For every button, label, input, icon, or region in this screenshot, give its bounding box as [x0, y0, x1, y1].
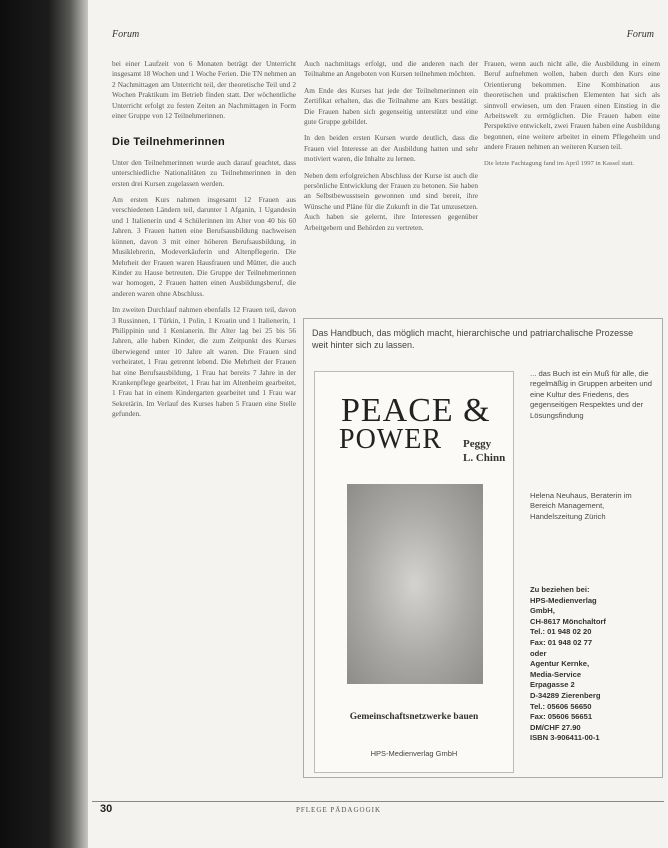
cover-title-line-2: POWER	[339, 424, 442, 455]
ad-headline: Das Handbuch, das möglich macht, hierarchische und patriarchalische Prozesse weit hinter sich zu lassen.	[312, 328, 634, 350]
order-line: ISBN 3-906411-00-1	[530, 733, 600, 743]
column-1	[112, 59, 296, 426]
book-gutter-shadow	[0, 0, 88, 848]
column-2	[304, 59, 478, 239]
col2-paragraph-4: Neben dem erfolgreichen Abschluss der Kurse ist auch die persönliche Entwicklung der Frauen zu betonen. Sie haben an Selbstbewusstsein gewonnen und sind bereit, ihre Wünsche und Pläne für die Zukunft in die Tat umzusetzen. Auch haben sie gelernt, ihre Interessen gegenüber Arbeitgebern und Behörden zu vertreten.	[304, 170, 478, 232]
order-line: Tel.: 01 948 02 20	[530, 627, 592, 637]
ad-quote-author: Helena Neuhaus, Beraterin im Bereich Management, Handelszeitung Zürich	[530, 491, 632, 521]
footer-magazine-name: PFLEGE PÄDAGOGIK	[296, 806, 382, 814]
col2-paragraph-2: Am Ende des Kurses hat jede der Teilnehmerinnen ein Zertifikat erhalten, das die Teilnahme am Kurs bestätigt. Die Frauen haben sich gegenseitig unterstützt und eine gute Gruppe gebildet.	[304, 85, 478, 127]
order-line: Erpagasse 2	[530, 680, 575, 690]
col2-paragraph-3: In den beiden ersten Kursen wurde deutlich, dass die Frauen viel Interesse an der Ausbildung hatten und sehr motiviert waren, die Inhalte zu lernen.	[304, 133, 478, 164]
order-line: GmbH,	[530, 606, 555, 616]
order-line: Media-Service	[530, 669, 582, 679]
cover-author-first: Peggy	[463, 438, 492, 450]
section-heading: Die Teilnehmerinnen	[112, 136, 226, 149]
col1-paragraph-2: Unter den Teilnehmerinnen wurde auch darauf geachtet, dass unterschiedliche Nationalitäten zu Teilnehmerinnen in den ersten drei Kursen zugelassen werden.	[112, 157, 296, 188]
col1-paragraph-1: bei einer Laufzeit von 6 Monaten beträgt der Unterricht insgesamt 18 Wochen und 1 Woche Ferien. Die TN nehmen an 2 Nachmittagen am Unterricht teil, der theoretische Teil und 2 Wochen Praktikum im Betrieb finden statt. Der wöchentliche Unterricht erfolgt zu festen Zeiten an Nachmittagen in Form einer Gruppe von 12 Teilnehmerinnen.	[112, 59, 296, 121]
order-line: Fax: 05606 56651	[530, 712, 593, 722]
order-line: D-34289 Zierenberg	[530, 690, 601, 700]
order-line: oder	[530, 648, 547, 658]
ad-quote: ... das Buch ist ein Muß für alle, die regelmäßig in Gruppen arbeiten und eine Kultur des Friedens, des gegenseitigen Respektes und der Lösungsfindung	[530, 369, 652, 420]
cover-author-last: L. Chinn	[463, 452, 506, 464]
header-left: Forum	[112, 29, 140, 40]
col3-caption: Die letzte Fachtagung fand im April 1997 in Kassel statt.	[484, 159, 635, 167]
col2-paragraph-1: Auch nachmittags erfolgt, und die anderen nach der Teilnahme an Angeboten von Kursen teilnehmen möchten.	[304, 59, 478, 79]
footer-rule	[92, 801, 664, 802]
cover-photo	[347, 484, 483, 684]
col1-paragraph-4: Im zweiten Durchlauf nahmen ebenfalls 12 Frauen teil, davon 3 Russinnen, 1 Türkin, 1 Polin, 1 Kroatin und 1 Italienerin, 1 Philippinin und 1 Kenianerin. Ihr Alter lag bei 25 bis 56 Jahren, alle haben Kinder, die zum Zeitpunkt des Kurses überwiegend unter 10 Jahre alt waren. Die Frauen sind verheiratet, 1 Frau getrennt lebend. Die Mehrheit der Frauen hat eine Berufsausbildung, 1 Frau hat bereits 7 Jahre in der Krankenpflege gearbeitet, 1 Frau hat im Altenheim gearbeitet, 1 Frau hat in einem Kindergarten gearbeitet und 1 Frau war Sekretärin. Im Verlauf des Kurses haben 5 Frauen eine Stelle gefunden.	[112, 305, 296, 419]
cover-publisher: HPS-Medienverlag GmbH	[370, 749, 458, 758]
page-number: 30	[100, 803, 113, 815]
book-cover	[314, 371, 514, 773]
order-line: HPS-Medienverlag	[530, 595, 597, 605]
cover-title-line-1: PEACE &	[341, 392, 491, 429]
col1-paragraph-3: Am ersten Kurs nahmen insgesamt 12 Frauen aus verschiedenen Ländern teil, darunter 1 Afganin, 1 Ugandesin und 1 Italienerin und 4 Schülerinnen im Alter von 40 bis 60 Jahren. 3 Frauen hatten eine Berufsausbildung nachweisen können, davon 3 mit einer höheren Berufsausbildung, in Musiklehrerin, Modeverkäuferin und Altenpflegerin. Die Mehrheit der Frauen waren Hausfrauen und Mütter, die auch Kinder zu Hause betreuten. Die Gruppe der Teilnehmerinnen war homogen, 2 Frauen hatten einen Ausbildungsberuf, die anderen waren ohne Abschluss.	[112, 195, 296, 298]
order-line: Zu beziehen bei:	[530, 585, 590, 594]
order-line: CH-8617 Mönchaltorf	[530, 616, 606, 626]
order-line: DM/CHF 27.90	[530, 722, 581, 732]
order-line: Fax: 01 948 02 77	[530, 637, 593, 647]
order-line: Agentur Kernke,	[530, 659, 590, 669]
ad-order-info	[530, 585, 656, 744]
col3-paragraph-1: Frauen, wenn auch nicht alle, die Ausbildung in einem Beruf aufnehmen wollen, haben durch den Kurs eine Orientierung bekommen. Eine Kombination aus theoretischen und praktischen Elementen hat sich als sinnvoll erwiesen, um den Frauen einen Einstieg in die Arbeitswelt zu ermöglichen. Die Frauen haben eine Perspektive entwickelt, zwei Frauen haben eine Ausbildung begonnen, eine weitere arbeitet in einem Pflegeheim und andere Frauen nehmen an weiteren Kursen teil.	[484, 59, 660, 152]
cover-subtitle: Gemeinschaftsnetzwerke bauen	[349, 712, 479, 722]
header-right: Forum	[626, 29, 654, 40]
column-3	[484, 59, 660, 175]
order-line: Tel.: 05606 56650	[530, 701, 592, 711]
book-advertisement	[303, 318, 663, 778]
